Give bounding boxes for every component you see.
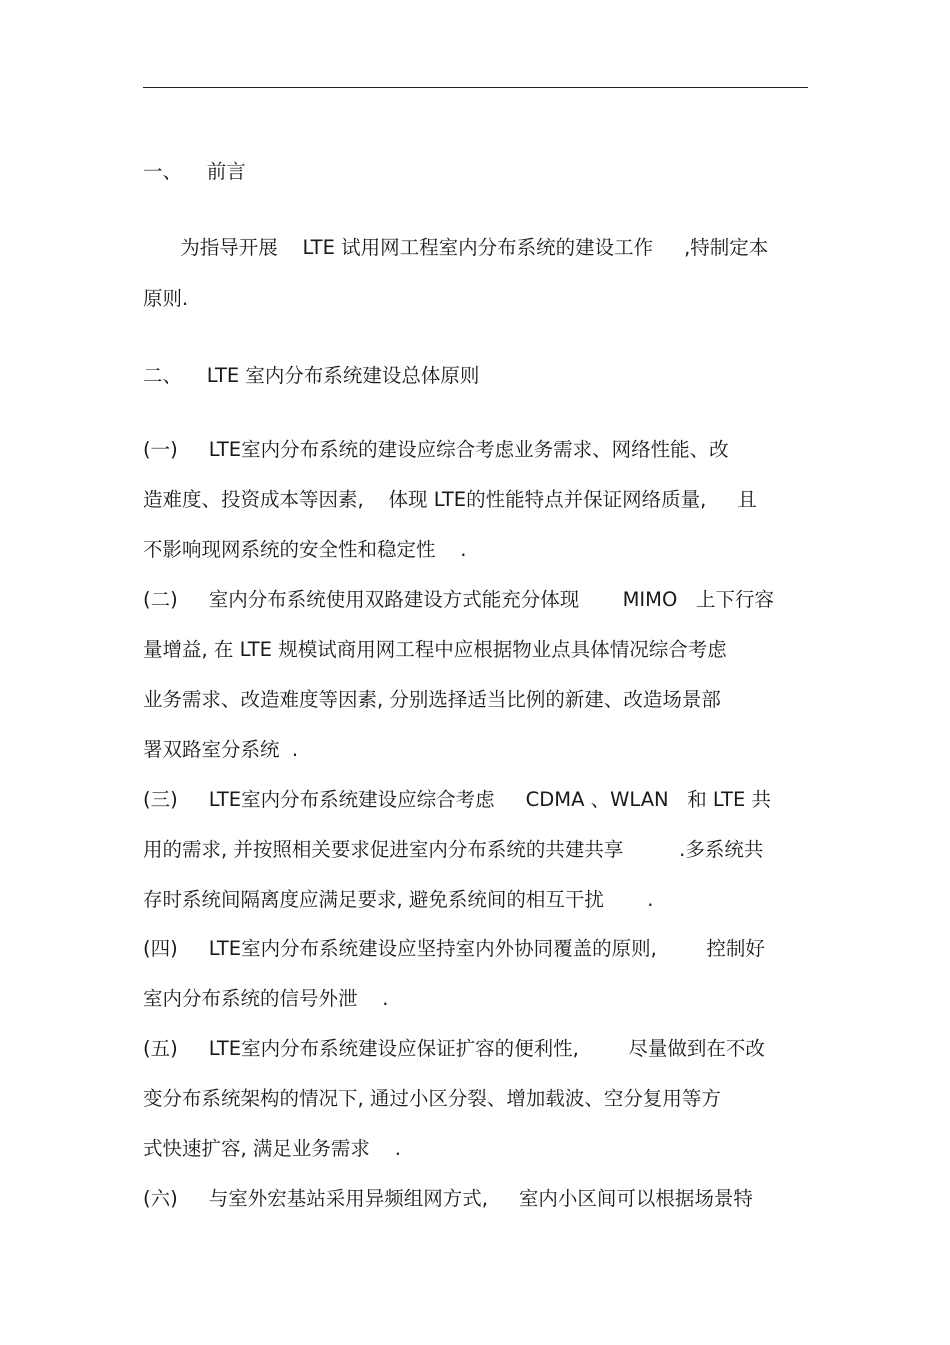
text-line: (四) LTE室内分布系统建设应坚持室内外协同覆盖的原则, 控制好: [143, 937, 765, 960]
section-heading-1: 一、 前言: [143, 160, 246, 183]
text-line: (一) LTE室内分布系统的建设应综合考虑业务需求、网络性能、改: [143, 438, 729, 461]
text-line: 为指导开展 LTE 试用网工程室内分布系统的建设工作 ,特制定本: [143, 236, 769, 259]
text-line: 式快速扩容, 满足业务需求 .: [143, 1137, 401, 1160]
text-line: 造难度、投资成本等因素, 体现 LTE的性能特点并保证网络质量, 且: [143, 488, 757, 511]
text-line: (三) LTE室内分布系统建设应综合考虑 CDMA 、WLAN 和 LTE 共: [143, 788, 772, 811]
text-line: 署双路室分系统 .: [143, 738, 299, 761]
text-line: (二) 室内分布系统使用双路建设方式能充分体现 MIMO 上下行容: [143, 588, 774, 611]
text-line: 量增益, 在 LTE 规模试商用网工程中应根据物业点具体情况综合考虑: [143, 638, 727, 661]
text-line: (五) LTE室内分布系统建设应保证扩容的便利性, 尽量做到在不改: [143, 1037, 765, 1060]
text-line: 业务需求、改造难度等因素, 分别选择适当比例的新建、改造场景部: [143, 688, 721, 711]
text-line: 存时系统间隔离度应满足要求, 避免系统间的相互干扰 .: [143, 888, 654, 911]
text-line: 原则.: [143, 287, 189, 310]
text-line: 变分布系统架构的情况下, 通过小区分裂、增加载波、空分复用等方: [143, 1087, 721, 1110]
text-line: 室内分布系统的信号外泄 .: [143, 987, 389, 1010]
text-line: 用的需求, 并按照相关要求促进室内分布系统的共建共享 .多系统共: [143, 838, 764, 861]
header-rule: [143, 87, 808, 88]
text-line: 不影响现网系统的安全性和稳定性 .: [143, 538, 467, 561]
text-line: (六) 与室外宏基站采用异频组网方式, 室内小区间可以根据场景特: [143, 1187, 753, 1210]
section-heading-2: 二、 LTE 室内分布系统建设总体原则: [143, 364, 480, 387]
